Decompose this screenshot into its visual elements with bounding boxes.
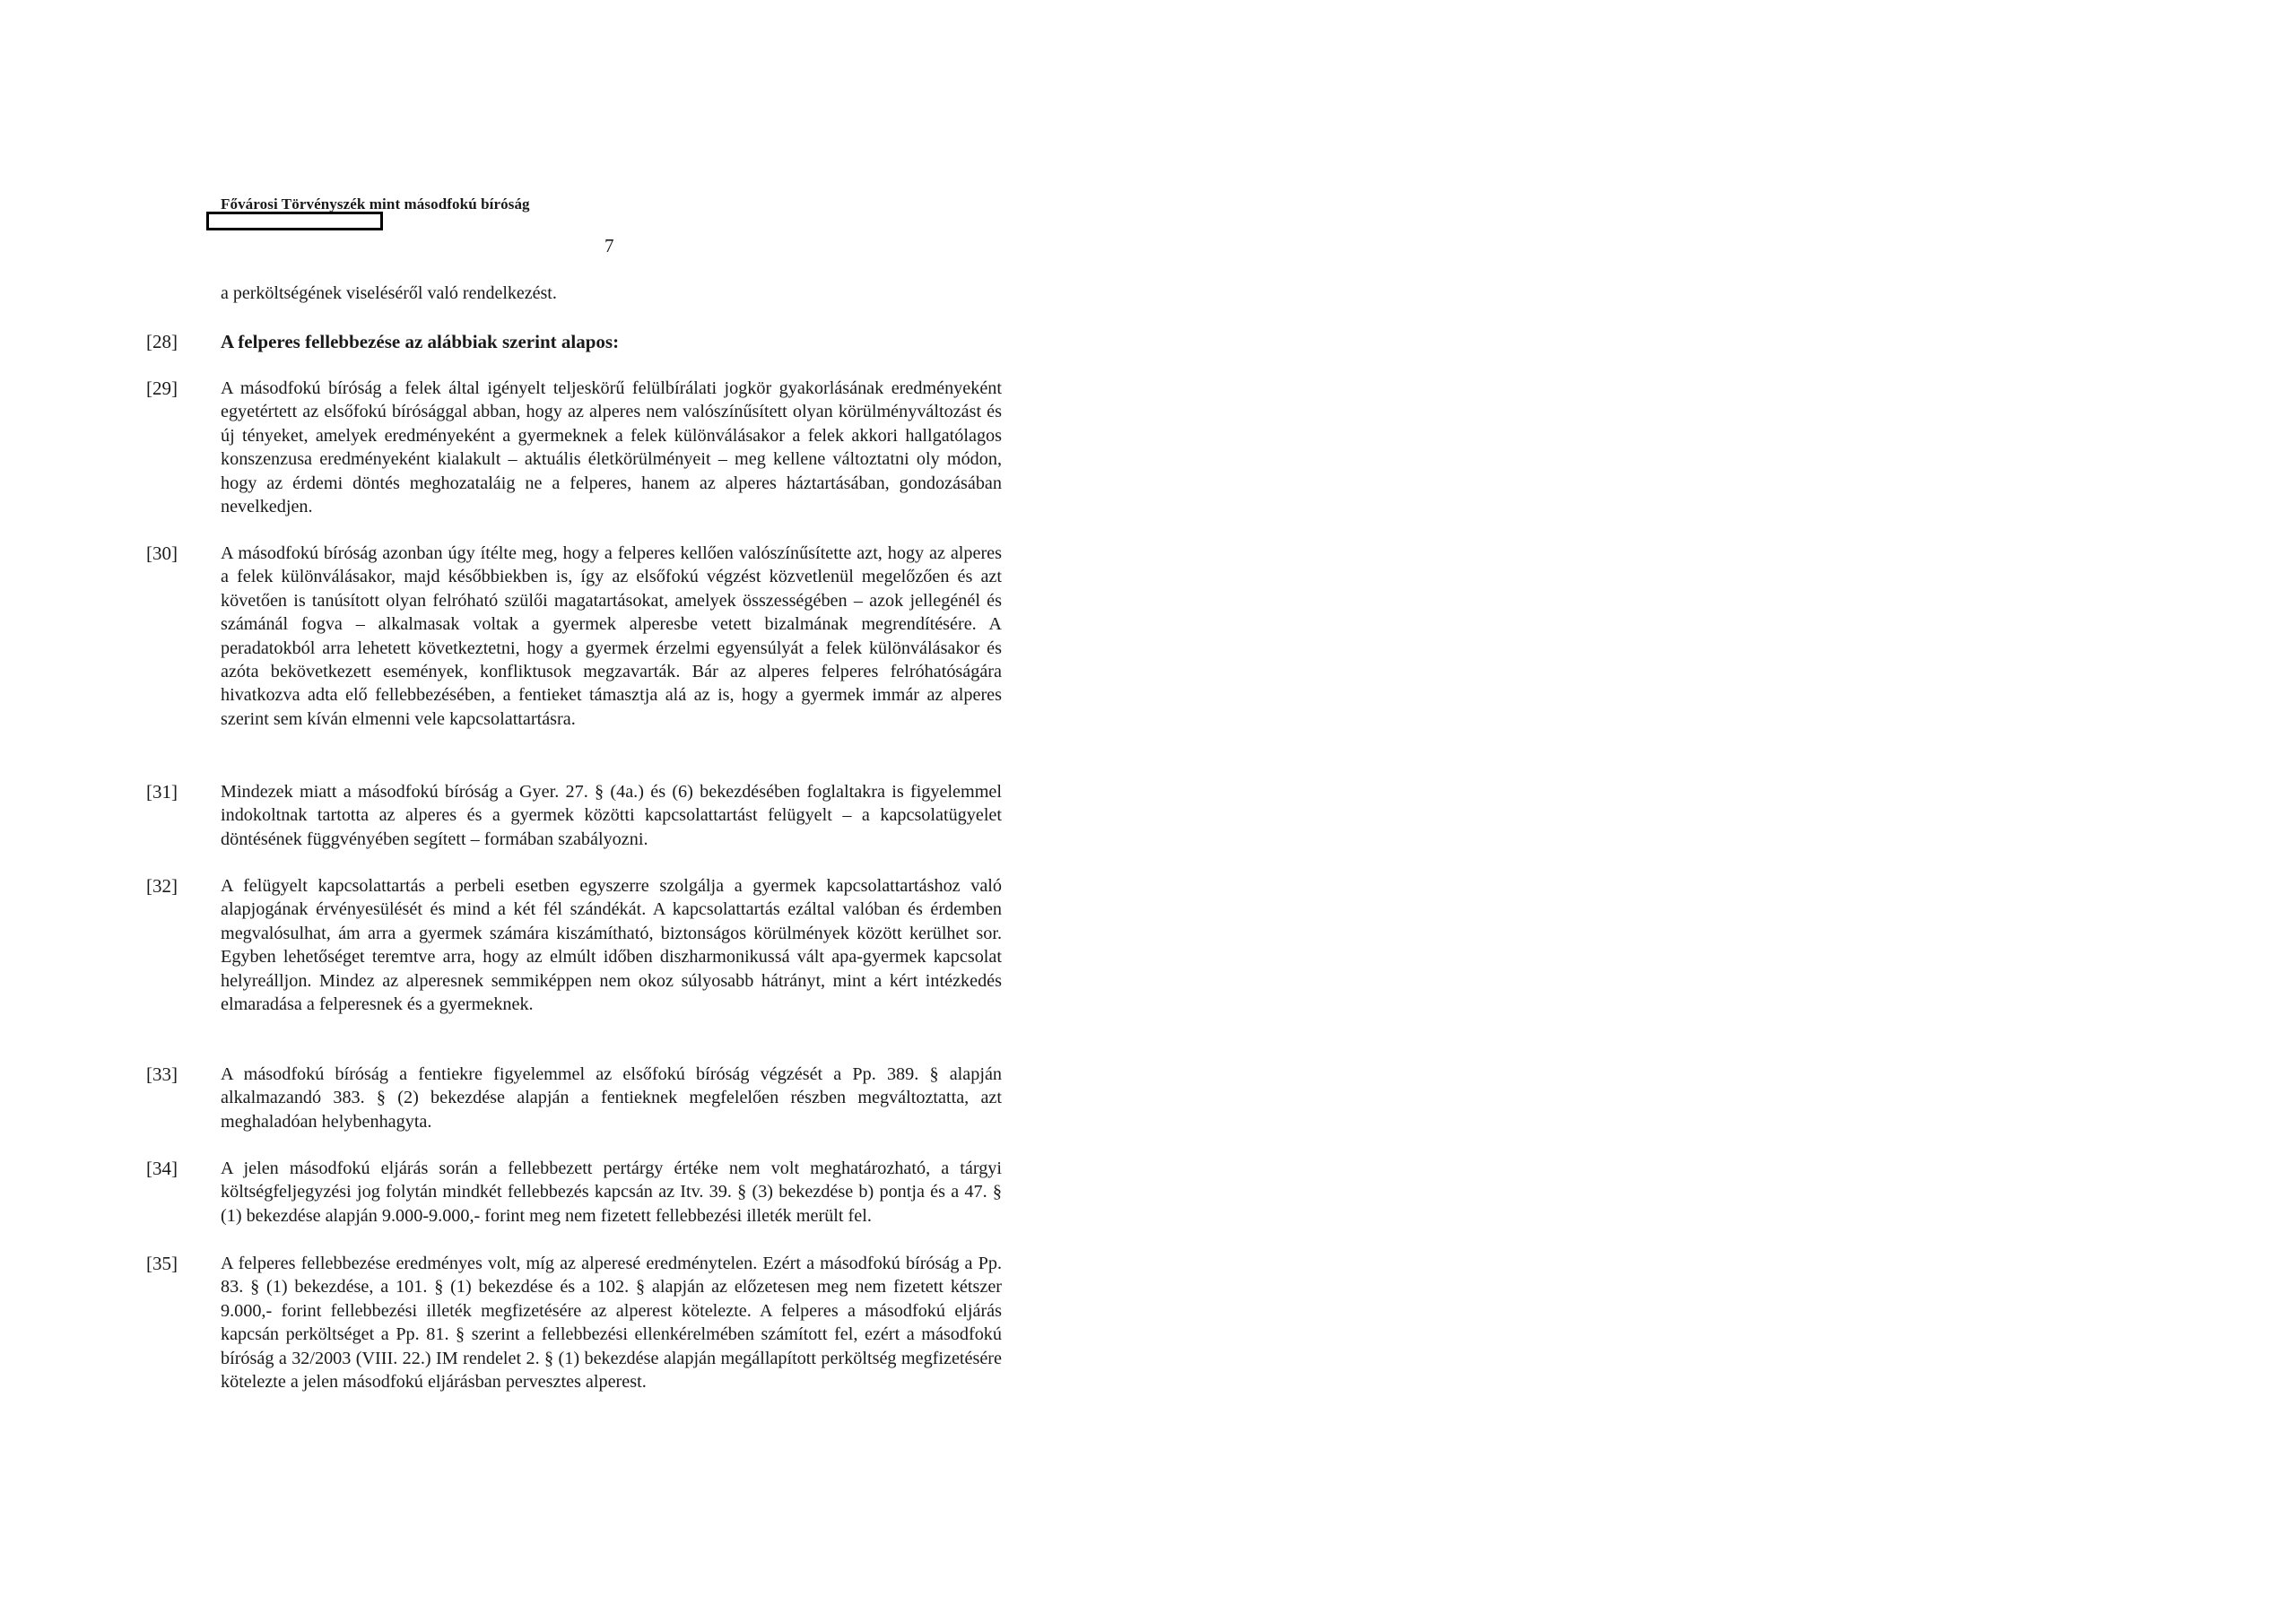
paragraph-text: Mindezek miatt a másodfokú bíróság a Gyer. 27. § (4a.) és (6) bekezdésében foglaltakra is figyelemmel indokoltnak tartotta az alperes és a gyermek közötti kapcsolattartást felügyelt – a kapcsolatügyelet döntésének függvényében segített – formában szabályozni.: [221, 782, 1002, 849]
paragraph-text: A felügyelt kapcsolattartás a perbeli esetben egyszerre szolgálja a gyermek kapcsolattartáshoz való alapjogának érvényesülését és mind a két fél szándékát. A kapcsolattartás ezáltal valóban és érdemben megvalósulhat, ám arra a gyermek számára kiszámítható, biztonságos körülmények között kerülhet sor. Egyben lehetőséget teremtve arra, hogy az elmúlt időben diszharmonikussá vált apa-gyermek kapcsolat helyreálljon. Mindez az alperesnek semmiképpen nem okoz súlyosabb hátrányt, mint a kért intézkedés elmaradása a felperesnek és a gyermeknek.: [221, 876, 1002, 1015]
paragraph-text: A felperes fellebbezése eredményes volt, míg az alperesé eredménytelen. Ezért a másodfokú bíróság a Pp. 83. § (1) bekezdése, a 101. § (1) bekezdése és a 102. § alapján az előzetesen meg nem fizetett kétszer 9.000,- forint fellebbezési illeték megfizetésére az alperest kötelezte. A felperes a másodfokú eljárás kapcsán perköltséget a Pp. 81. § szerint a fellebbezési ellenkérelmében számított fel, ezért a másodfokú bíróság a 32/2003 (VIII. 22.) IM rendelet 2. § (1) bekezdése alapján megállapított perköltség megfizetésére kötelezte a jelen másodfokú eljárásban pervesztes alperest.: [221, 1254, 1002, 1393]
page-number: 7: [604, 235, 614, 256]
court-header: Fővárosi Törvényszék mint másodfokú bíróság: [221, 195, 530, 213]
paragraph-number: [35]: [146, 1253, 178, 1274]
paragraph-number: [32]: [146, 875, 178, 897]
redaction-box: [206, 212, 383, 230]
paragraph-text: A felperes fellebbezése az alábbiak szerint alapos:: [221, 331, 620, 352]
paragraph-number: [29]: [146, 378, 178, 399]
paragraph-text: A másodfokú bíróság azonban úgy ítélte meg, hogy a felperes kellően valószínűsítette azt, hogy az alperes a felek különválásakor, majd későbbiekben is, így az elsőfokú végzést közvetlenül megelőzően és azt követően is tanúsított olyan felróható szülői magatartásokat, amelyek összességében – azok jellegénél és számánál fogva – alkalmasak voltak a gyermek alperesbe vetett bizalmának megrendítésére. A peradatokból arra lehetett következtetni, hogy a gyermek érzelmi egyensúlyát a felek különválásakor és azóta bekövetkezett események, konfliktusok megzavarták. Bár az alperes felperes felróhatóságára hivatkozva adta elő fellebbezésében, a fentieket támasztja alá az is, hogy a gyermek immár az alperes szerint sem kíván elmenni vele kapcsolattartásra.: [221, 543, 1002, 729]
paragraph-number: [30]: [146, 542, 178, 564]
paragraph-number: [31]: [146, 781, 178, 803]
paragraph-number: [34]: [146, 1158, 178, 1179]
paragraph-number: [28]: [146, 331, 178, 352]
intro-text: a perköltségének viseléséről való rendelkezést.: [221, 283, 557, 303]
paragraph-number: [33]: [146, 1063, 178, 1085]
paragraph-text: A másodfokú bíróság a felek által igényelt teljeskörű felülbírálati jogkör gyakorlásának eredményeként egyetértett az elsőfokú bírósággal abban, hogy az alperes nem valószínűsített olyan körülményváltozást és új tényeket, amelyek eredményeként a gyermeknek a felek különválásakor a felek akkori hallgatólagos konszenzusa eredményeként kialakult – aktuális életkörülményeit – meg kellene változtatni oly módon, hogy az érdemi döntés meghozataláig ne a felperes, hanem az alperes háztartásában, gondozásában nevelkedjen.: [221, 378, 1002, 517]
paragraph-text: A jelen másodfokú eljárás során a fellebbezett pertárgy értéke nem volt meghatározható, a tárgyi költségfeljegyzési jog folytán mindkét fellebbezés kapcsán az Itv. 39. § (3) bekezdése b) pontja és a 47. § (1) bekezdése alapján 9.000-9.000,- forint meg nem fizetett fellebbezési illeték merült fel.: [221, 1159, 1002, 1226]
paragraph-text: A másodfokú bíróság a fentiekre figyelemmel az elsőfokú bíróság végzését a Pp. 389. § alapján alkalmazandó 383. § (2) bekezdése alapján a fentieknek megfelelően részben megváltoztatta, azt meghaladóan helybenhagyta.: [221, 1064, 1002, 1132]
